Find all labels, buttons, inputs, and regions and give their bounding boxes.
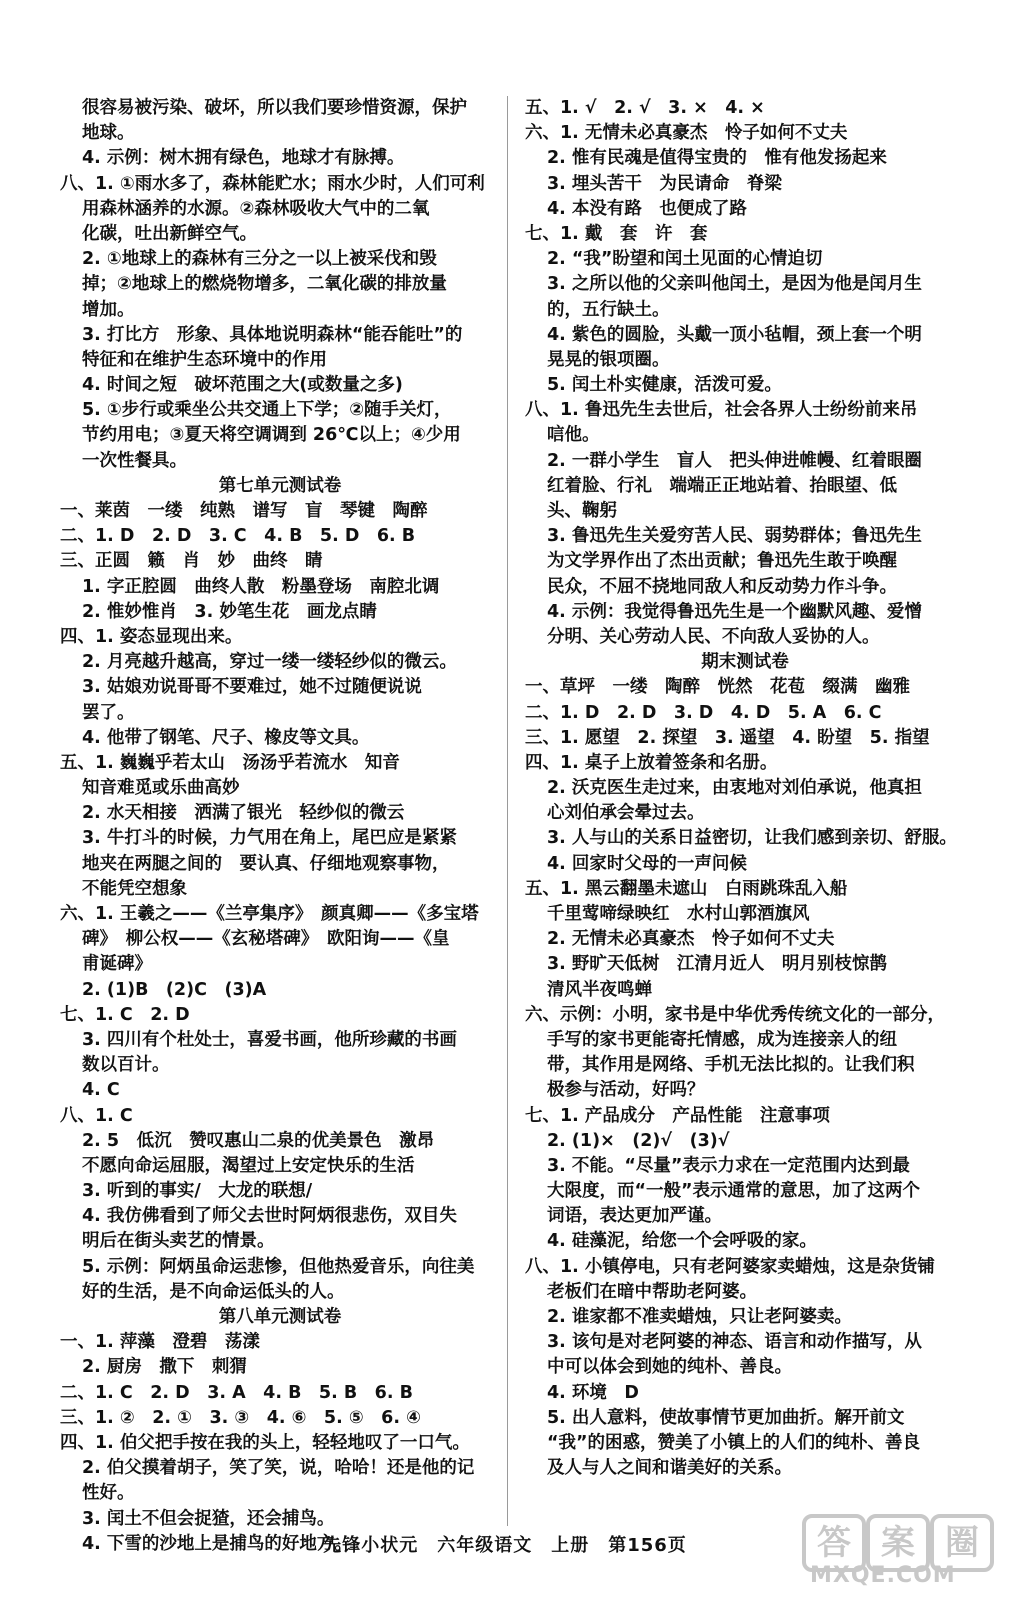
answer-line: 增加。 <box>82 299 135 320</box>
answer-line: 2. 谁家都不准卖蜡烛，只让老阿婆卖。 <box>547 1307 852 1327</box>
answer-line: 5. 出人意料，使故事情节更加曲折。解开前文 <box>547 1407 905 1428</box>
answer-line: 二、1. D 2. D 3. C 4. B 5. D 6. B <box>60 526 416 547</box>
watermark-logo <box>802 1514 992 1588</box>
answer-line: 2. ①地球上的森林有三分之一以上被采伐和毁 <box>82 249 437 270</box>
answer-line: 八、1. 鲁迅先生去世后，社会各界人士纷纷前来吊 <box>525 400 918 421</box>
watermark-char-1: 答 <box>802 1514 866 1572</box>
answer-line: 八、1. 小镇停电，只有老阿婆家卖蜡烛，这是杂货铺 <box>525 1256 935 1277</box>
left-column <box>60 96 500 1557</box>
answer-line: 3. 人与山的关系日益密切，让我们感到亲切、舒服。 <box>547 828 957 849</box>
answer-line: 化碳，吐出新鲜空气。 <box>82 223 257 244</box>
answer-line: 1. 字正腔圆 曲终人散 粉墨登场 南腔北调 <box>82 576 440 597</box>
answer-line: 2. 惟妙惟肖 3. 妙笔生花 画龙点睛 <box>82 601 377 622</box>
answer-line: 五、1. 黑云翻墨未遮山 白雨跳珠乱入船 <box>525 878 848 899</box>
answer-line: 3. 该句是对老阿婆的神态、语言和动作描写，从 <box>547 1332 922 1353</box>
answer-line: 碑》 柳公权——《玄秘塔碑》 欧阳询——《皇 <box>82 929 450 950</box>
answer-line: 七、1. 戴 套 许 套 <box>525 223 708 244</box>
answer-line: “我”的困惑，赞美了小镇上的人们的纯朴、善良 <box>547 1432 921 1453</box>
answer-line: 掉；②地球上的燃烧物增多，二氧化碳的排放量 <box>82 274 447 295</box>
answer-line: 五、1. 巍巍乎若太山 汤汤乎若流水 知音 <box>60 752 400 773</box>
answer-line: 为文学界作出了杰出贡献；鲁迅先生敢于唤醒 <box>547 551 897 572</box>
answer-line: 千里莺啼绿映红 水村山郭酒旗风 <box>547 904 810 924</box>
watermark-char-2: 案 <box>866 1514 930 1572</box>
answer-line: 一、草坪 一缕 陶醉 恍然 花苞 缀满 幽雅 <box>525 677 910 698</box>
answer-line: 2. 厨房 撒下 刺猬 <box>82 1357 247 1378</box>
answer-line: 地夹在两腿之间的 要认真、仔细地观察事物， <box>82 853 450 874</box>
answer-line: 5. 闰土朴实健康，活泼可爱。 <box>547 375 782 396</box>
answer-line: 2. 沃克医生走过来，由衷地对刘伯承说，他真担 <box>547 778 922 799</box>
answer-line: 4. 硅藻泥，给您一个会呼吸的家。 <box>547 1231 817 1252</box>
answer-line: 红着脸、行礼 端端正正地站着、抬眼望、低 <box>547 475 897 496</box>
answer-line: 头、鞠躬 <box>547 501 617 521</box>
answer-line: 带，其作用是网络、手机无法比拟的。让我们积 <box>547 1055 915 1076</box>
answer-line: 七、1. C 2. D <box>60 1004 190 1025</box>
section-heading: 第七单元测试卷 <box>218 475 342 496</box>
answer-line: 4. 环境 D <box>547 1382 639 1403</box>
answer-line: 3. 闰土不但会捉猹，还会捕鸟。 <box>82 1508 335 1529</box>
answer-line: 三、1. 愿望 2. 探望 3. 遥望 4. 盼望 5. 指望 <box>525 727 930 748</box>
section-heading: 期末测试卷 <box>701 652 789 673</box>
answer-line: 4. 时间之短 破坏范围之大(或数量之多) <box>82 375 403 396</box>
answer-line: 清风半夜鸣蝉 <box>547 979 652 1000</box>
answer-line: 4. 下雪的沙地上是捕鸟的好地方。 <box>82 1533 352 1554</box>
answer-line: 分明、关心劳动人民、不向敌人妥协的人。 <box>547 626 880 647</box>
answer-line: 甫诞碑》 <box>82 954 152 975</box>
answer-line: 七、1. 产品成分 产品性能 注意事项 <box>525 1105 830 1126</box>
answer-line: 4. C <box>82 1080 120 1101</box>
answer-line: 手写的家书更能寄托情感，成为连接亲人的纽 <box>547 1029 897 1050</box>
watermark-url: MXQE.COM <box>810 1563 956 1588</box>
answer-line: 及人与人之间和谐美好的关系。 <box>547 1458 792 1479</box>
answer-line: 好的生活，是不向命运低头的人。 <box>82 1281 345 1302</box>
answer-line: 词语，表达更加严谨。 <box>547 1206 722 1227</box>
answer-line: 唁他。 <box>547 425 600 446</box>
answer-line: 2. (1)B (2)C (3)A <box>82 979 267 1000</box>
answer-line: 2. 伯父摸着胡子，笑了笑，说，哈哈！还是他的记 <box>82 1458 475 1479</box>
answer-line: 一、1. 萍藻 澄碧 荡漾 <box>60 1332 260 1353</box>
answer-line: 民众，不屈不挠地同敌人和反动势力作斗争。 <box>547 576 897 597</box>
answer-line: 2. 无情未必真豪杰 怜子如何不丈夫 <box>547 929 835 950</box>
answer-line: 3. 听到的事实/ 大龙的联想/ <box>82 1181 313 1202</box>
answer-line: 大限度，而“一般”表示通常的意思，加了这两个 <box>547 1181 921 1202</box>
answer-line: 八、1. ①雨水多了，森林能贮水；雨水少时，人们可利 <box>60 173 485 194</box>
answer-line: 2. (1)× (2)√ (3)√ <box>547 1130 730 1151</box>
answer-line: 心刘伯承会晕过去。 <box>547 803 705 824</box>
answer-line: 地球。 <box>82 123 135 144</box>
answer-line: 老板们在暗中帮助老阿婆。 <box>547 1281 757 1302</box>
answer-line: 不愿向命运屈服，渴望过上安定快乐的生活 <box>82 1155 415 1176</box>
section-heading: 第八单元测试卷 <box>218 1307 342 1327</box>
answer-line: 特征和在维护生态环境中的作用 <box>82 349 327 370</box>
answer-line: 4. 示例：树木拥有绿色，地球才有脉搏。 <box>82 148 405 169</box>
answer-line: 性好。 <box>82 1483 135 1504</box>
answer-line: 中可以体会到她的纯朴、善良。 <box>547 1357 792 1378</box>
answer-line: 明后在街头卖艺的情景。 <box>82 1231 275 1252</box>
answer-line: 2. 5 低沉 赞叹惠山二泉的优美景色 激昂 <box>82 1130 435 1151</box>
answer-line: 五、1. √ 2. √ 3. × 4. × <box>525 98 765 118</box>
answer-line: 3. 埋头苦干 为民请命 脊梁 <box>547 173 782 194</box>
answer-line: 罢了。 <box>82 702 135 723</box>
answer-line: 3. 之所以他的父亲叫他闰土，是因为他是闰月生 <box>547 274 922 295</box>
answer-line: 3. 不能。“尽量”表示力求在一定范围内达到最 <box>547 1155 910 1176</box>
page-footer: 先锋小状元 六年级语文 上册 第156页 <box>323 1535 687 1556</box>
answer-line: 2. 惟有民魂是值得宝贵的 惟有他发扬起来 <box>547 148 887 169</box>
answer-line: 4. 紫色的圆脸，头戴一顶小毡帽，颈上套一个明 <box>547 324 922 345</box>
answer-line: 4. 他带了钢笔、尺子、橡皮等文具。 <box>82 727 370 748</box>
answer-line: 2. 一群小学生 盲人 把头伸进帷幔、红着眼圈 <box>547 450 922 471</box>
answer-line: 四、1. 姿态显现出来。 <box>60 626 243 647</box>
answer-line: 5. ①步行或乘坐公共交通上下学；②随手关灯， <box>82 400 452 421</box>
answer-line: 4. 我仿佛看到了师父去世时阿炳很悲伤，双目失 <box>82 1206 457 1227</box>
answer-line: 六、1. 王羲之——《兰亭集序》 颜真卿——《多宝塔 <box>60 904 479 924</box>
answer-line: 极参与活动，好吗？ <box>547 1080 705 1101</box>
answer-line: 六、示例：小明，家书是中华优秀传统文化的一部分， <box>525 1004 945 1025</box>
answer-line: 三、正圆 籁 肖 妙 曲终 睛 <box>60 551 323 572</box>
answer-line: 一、莱茵 一缕 纯熟 谱写 盲 琴键 陶醉 <box>60 501 428 521</box>
answer-line: 六、1. 无情未必真豪杰 怜子如何不丈夫 <box>525 123 848 144</box>
right-column <box>525 96 965 1481</box>
answer-line: 4. 示例：我觉得鲁迅先生是一个幽默风趣、爱憎 <box>547 601 922 622</box>
answer-line: 3. 姑娘劝说哥哥不要难过，她不过随便说说 <box>82 677 422 698</box>
answer-line: 用森林涵养的水源。②森林吸收大气中的二氧 <box>82 198 430 219</box>
answer-line: 四、1. 伯父把手按在我的头上，轻轻地叹了一口气。 <box>60 1432 470 1453</box>
answer-line: 3. 打比方 形象、具体地说明森林“能吞能吐”的 <box>82 324 463 345</box>
watermark-char-3: 圈 <box>930 1514 994 1572</box>
answer-line: 3. 四川有个杜处士，喜爱书画，他所珍藏的书画 <box>82 1029 457 1050</box>
answer-line: 一次性餐具。 <box>82 450 187 471</box>
answer-line: 3. 鲁迅先生关爱穷苦人民、弱势群体；鲁迅先生 <box>547 526 922 547</box>
answer-line: 二、1. D 2. D 3. D 4. D 5. A 6. C <box>525 702 882 723</box>
answer-line: 二、1. C 2. D 3. A 4. B 5. B 6. B <box>60 1382 413 1403</box>
answer-line: 2. 月亮越升越高，穿过一缕一缕轻纱似的微云。 <box>82 652 457 673</box>
answer-line: 3. 野旷天低树 江清月近人 明月别枝惊鹊 <box>547 954 887 975</box>
answer-line: 很容易被污染、破坏，所以我们要珍惜资源，保护 <box>82 98 467 118</box>
answer-line: 4. 回家时父母的一声问候 <box>547 853 747 874</box>
answer-line: 三、1. ② 2. ① 3. ③ 4. ⑥ 5. ⑤ 6. ④ <box>60 1407 421 1428</box>
answer-line: 知音难觅或乐曲高妙 <box>82 778 240 799</box>
answer-line: 4. 本没有路 也便成了路 <box>547 198 747 219</box>
column-divider <box>507 96 508 1526</box>
answer-line: 5. 示例：阿炳虽命运悲惨，但他热爱音乐，向往美 <box>82 1256 475 1277</box>
answer-line: 八、1. C <box>60 1105 133 1126</box>
answer-line: 的，五行缺土。 <box>547 299 670 320</box>
answer-line: 2. “我”盼望和闰土见面的心情迫切 <box>547 249 823 270</box>
answer-line: 晃晃的银项圈。 <box>547 349 670 370</box>
answer-line: 不能凭空想象 <box>82 878 187 899</box>
answer-line: 节约用电；③夏天将空调调到 26℃以上；④少用 <box>82 425 461 446</box>
answer-line: 数以百计。 <box>82 1055 170 1076</box>
answer-line: 四、1. 桌子上放着签条和名册。 <box>525 752 778 773</box>
answer-line: 3. 牛打斗的时候，力气用在角上，尾巴应是紧紧 <box>82 828 457 849</box>
answer-line: 2. 水天相接 洒满了银光 轻纱似的微云 <box>82 803 405 824</box>
